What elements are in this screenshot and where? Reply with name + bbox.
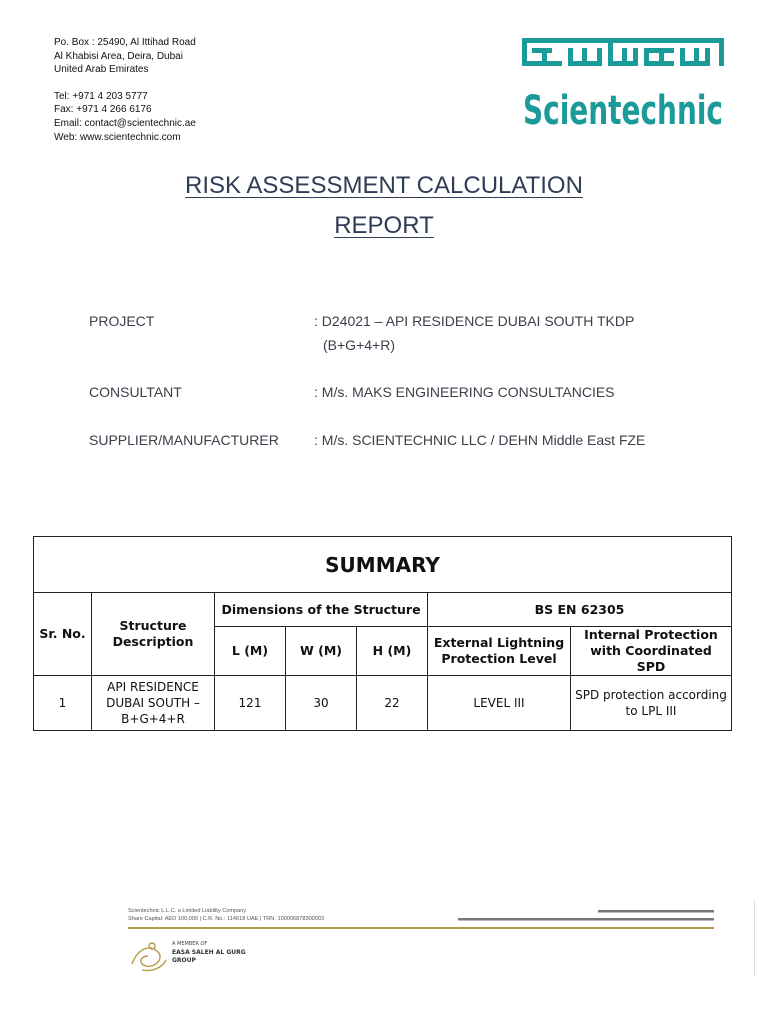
header-standard: BS EN 62305 bbox=[428, 593, 732, 627]
group-name-line: EASA SALEH AL GURG bbox=[172, 949, 246, 956]
footer-gold-rule bbox=[128, 927, 714, 929]
web-line: Web: www.scientechnic.com bbox=[54, 131, 181, 143]
cell-length: 121 bbox=[215, 676, 286, 731]
footer-arabic-text bbox=[458, 908, 714, 924]
report-title-line-1: RISK ASSESSMENT CALCULATION bbox=[185, 172, 583, 199]
cell-height: 22 bbox=[357, 676, 428, 731]
cell-internal-protection: SPD protection according to LPL III bbox=[571, 676, 732, 731]
supplier-label: SUPPLIER/MANUFACTURER bbox=[89, 432, 279, 448]
header-internal-protection: Internal Protection with Coordinated SPD bbox=[571, 627, 732, 676]
project-value: : D24021 – API RESIDENCE DUBAI SOUTH TKDP bbox=[314, 313, 635, 329]
project-label: PROJECT bbox=[89, 313, 155, 329]
project-value-cont: (B+G+4+R) bbox=[323, 337, 395, 353]
consultant-value: : M/s. MAKS ENGINEERING CONSULTANCIES bbox=[314, 384, 615, 400]
cell-width: 30 bbox=[286, 676, 357, 731]
header-sr-no: Sr. No. bbox=[34, 593, 92, 676]
footer-company-line: Scientechnic L.L.C. a Limited Liability Company bbox=[128, 908, 247, 914]
company-logo bbox=[522, 36, 724, 128]
cell-external-protection: LEVEL III bbox=[428, 676, 571, 731]
header-width: W (M) bbox=[286, 627, 357, 676]
email-line: Email: contact@scientechnic.ae bbox=[54, 117, 196, 129]
group-member-emblem bbox=[128, 934, 298, 974]
address-line-3: United Arab Emirates bbox=[54, 64, 149, 76]
logo-arabic-mark bbox=[522, 38, 724, 66]
page-footer bbox=[128, 904, 714, 974]
header-structure-description: Structure Description bbox=[92, 593, 215, 676]
address-line-2: Al Khabisi Area, Deira, Dubai bbox=[54, 50, 183, 62]
consultant-label: CONSULTANT bbox=[89, 384, 182, 400]
footer-capital-line: Share Capital: AED 100,000 | C.R. No.: 114618 UAE | TRN: 100006878300003 bbox=[128, 916, 325, 922]
group-word: GROUP bbox=[172, 957, 196, 964]
table-row bbox=[34, 676, 732, 731]
summary-title: SUMMARY bbox=[34, 537, 732, 593]
fax-line: Fax: +971 4 266 6176 bbox=[54, 104, 152, 116]
header-length: L (M) bbox=[215, 627, 286, 676]
tughra-icon bbox=[132, 943, 166, 971]
member-of-text: A MEMBER OF bbox=[172, 941, 208, 947]
header-dimensions: Dimensions of the Structure bbox=[215, 593, 428, 627]
header-external-protection: External Lightning Protection Level bbox=[428, 627, 571, 676]
summary-table bbox=[33, 536, 732, 731]
address-line-1: Po. Box : 25490, Al Ittihad Road bbox=[54, 37, 196, 48]
header-height: H (M) bbox=[357, 627, 428, 676]
project-value-block bbox=[314, 309, 734, 357]
supplier-value: : M/s. SCIENTECHNIC LLC / DEHN Middle East FZE bbox=[314, 432, 646, 448]
tel-line: Tel: +971 4 203 5777 bbox=[54, 90, 148, 102]
contact-block bbox=[54, 36, 196, 144]
cell-structure-description: API RESIDENCE DUBAI SOUTH – B+G+4+R bbox=[92, 676, 215, 731]
page-edge-divider bbox=[754, 900, 755, 976]
cell-sr-no: 1 bbox=[34, 676, 92, 731]
report-title-line-2: REPORT bbox=[334, 212, 434, 239]
logo-wordmark: Scientechnic bbox=[523, 88, 723, 128]
